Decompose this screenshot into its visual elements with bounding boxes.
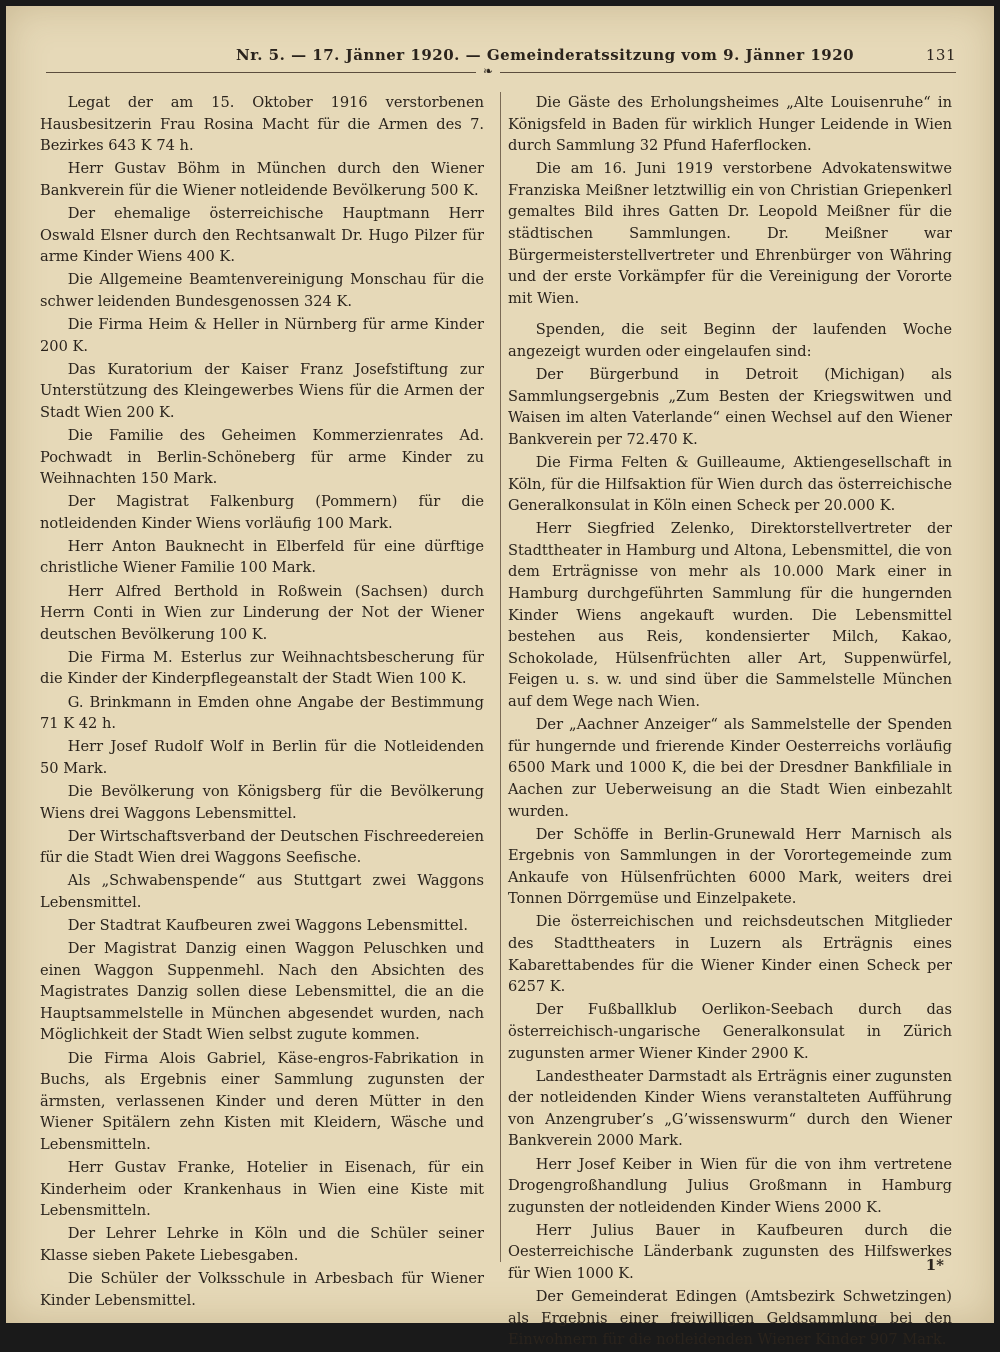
left-column: [40, 92, 484, 1313]
entry: Der Wirtschaftsverband der Deutschen Fischreedereien für die Stadt Wien drei Waggons Seefische.: [40, 827, 484, 867]
entry: Die am 16. Juni 1919 verstorbene Advokatenswitwe Franziska Meißner letztwillig ein von Christian Griepenkerl gemaltes Bild ihres Gatten Dr. Leopold Meißner für die städtischen Sammlungen. Dr. Meißner war Bürgermeisterstellvertreter und Ehrenbürger von Währing und der erste Vorkämpfer für die Vereinigung der Vororte mit Wien.: [508, 160, 952, 307]
entry: Der Stadtrat Kaufbeuren zwei Waggons Lebensmittel.: [67, 916, 468, 934]
entry: Landestheater Darmstadt als Erträgnis einer zugunsten der notleidenden Kinder Wiens veranstalteten Aufführung von Anzengruber’s „G’wissenswurm“ durch den Wiener Bankverein 2000 Mark.: [508, 1067, 952, 1150]
entry: Der Lehrer Lehrke in Köln und die Schüler seiner Klasse sieben Pakete Liebesgaben.: [40, 1225, 484, 1264]
entry: Herr Josef Keiber in Wien für die von ihm vertretene Drogengroßhandlung Julius Großmann in Hamburg zugunsten der notleidenden Kinder Wiens 2000 K.: [508, 1155, 952, 1216]
entry: Der ehemalige österreichische Hauptmann Herr Oswald Elsner durch den Rechtsanwalt Dr. Hugo Pilzer für arme Kinder Wiens 400 K.: [40, 204, 484, 266]
newspaper-page: [6, 6, 994, 1349]
section-intro: Spenden, die seit Beginn der laufenden Woche angezeigt wurden oder eingelaufen sind:: [508, 321, 952, 361]
header-title: Nr. 5. — 17. Jänner 1920. — Gemeinderatssitzung vom 9. Jänner 1920: [236, 46, 855, 64]
entry: Die Gäste des Erholungsheimes „Alte Louisenruhe“ in Königsfeld in Baden für wirklich Hunger Leidende in Wien durch Sammlung 32 Pfund Haferflocken.: [508, 94, 952, 155]
entry: Herr Josef Rudolf Wolf in Berlin für die Notleidenden 50 Mark.: [40, 738, 484, 777]
entry: Die Firma Felten & Guilleaume, Aktiengesellschaft in Köln, für die Hilfsaktion für Wien durch das österreichische Generalkonsulat in Köln einen Scheck per 20.000 K.: [508, 454, 952, 515]
entry: G. Brinkmann in Emden ohne Angabe der Bestimmung 71 K 42 h.: [40, 693, 484, 733]
column-divider: [500, 92, 501, 1262]
entry: Der Gemeinderat Edingen (Amtsbezirk Schwetzingen) als Ergebnis einer freiwilligen Geldsammlung bei den Einwohnern für die notleidenden Wiener Kinder 907 Mark.: [508, 1288, 952, 1349]
entry: Herr Julius Bauer in Kaufbeuren durch die Oesterreichische Länderbank zugunsten des Hilfswerkes für Wien 1000 K.: [508, 1221, 952, 1282]
entry: Der Schöffe in Berlin-Grunewald Herr Marnisch als Ergebnis von Sammlungen in der Vorortegemeinde zum Ankaufe von Hülsenfrüchten 6000 Mark, weiters drei Tonnen Dörrgemüse und Einzelpakete.: [508, 825, 952, 908]
entry: Herr Gustav Franke, Hotelier in Eisenach, für ein Kinderheim oder Krankenhaus in Wien eine Kiste mit Lebensmitteln.: [40, 1159, 484, 1220]
entry: Der Magistrat Falkenburg (Pommern) für die notleidenden Kinder Wiens vorläufig 100 Mark.: [40, 493, 484, 532]
entry: Die österreichischen und reichsdeutschen Mitglieder des Stadttheaters in Luzern als Erträgnis eines Kabarettabendes für die Wiener Kinder einen Scheck per 6257 K.: [508, 913, 952, 996]
entry: Die Allgemeine Beamtenvereinigung Monschau für die schwer leidenden Bundesgenossen 324 K.: [40, 271, 484, 310]
entry: Der Bürgerbund in Detroit (Michigan) als Sammlungsergebnis „Zum Besten der Kriegswitwen und Waisen im alten Vaterlande“ einen Wechsel auf den Wiener Bankverein per 72.470 K.: [508, 366, 952, 448]
entry: Die Schüler der Volksschule in Arbesbach für Wiener Kinder Lebensmittel.: [40, 1269, 484, 1309]
entry: Die Firma Alois Gabriel, Käse-engros-Fabrikation in Buchs, als Ergebnis einer Sammlung zugunsten der ärmsten, verlassenen Kinder und deren Mütter in den Wiener Spitälern zehn Kisten mit Kleidern, Wäsche und Lebensmitteln.: [40, 1049, 484, 1153]
entry: Das Kuratorium der Kaiser Franz Josefstiftung zur Unterstützung des Kleingewerbes Wiens für die Armen der Stadt Wien 200 K.: [40, 360, 484, 421]
entry: Die Firma Heim & Heller in Nürnberg für arme Kinder 200 K.: [40, 315, 484, 355]
header-rule: [46, 72, 956, 73]
right-column: [508, 92, 952, 1352]
entry: Herr Anton Bauknecht in Elberfeld für eine dürftige christliche Wiener Familie 100 Mark.: [40, 537, 484, 577]
entry: Die Firma M. Esterlus zur Weihnachtsbescherung für die Kinder der Kinderpflegeanstalt der Stadt Wien 100 K.: [40, 648, 484, 688]
entry: Die Familie des Geheimen Kommerzienrates Ad. Pochwadt in Berlin-Schöneberg für arme Kinder zu Weihnachten 150 Mark.: [40, 426, 484, 488]
entry: Herr Gustav Böhm in München durch den Wiener Bankverein für die Wiener notleidende Bevölkerung 500 K.: [40, 160, 484, 199]
entry: Der „Aachner Anzeiger“ als Sammelstelle der Spenden für hungernde und frierende Kinder Oesterreichs vorläufig 6500 Mark und 1000 K, die bei der Dresdner Bankfiliale in Aachen zur Ueberweisung an die Stadt Wien einbezahlt wurden.: [508, 716, 952, 820]
ornament-icon: ❧: [476, 64, 500, 78]
entry: Der Fußballklub Oerlikon-Seebach durch das österreichisch-ungarische Generalkonsulat in Zürich zugunsten armer Wiener Kinder 2900 K.: [508, 1001, 952, 1062]
entry: Als „Schwabenspende“ aus Stuttgart zwei Waggons Lebensmittel.: [40, 872, 484, 911]
entry: Die Bevölkerung von Königsberg für die Bevölkerung Wiens drei Waggons Lebensmittel.: [40, 782, 484, 822]
entry: Legat der am 15. Oktober 1916 verstorbenen Hausbesitzerin Frau Rosina Macht für die Armen des 7. Bezirkes 643 K 74 h.: [40, 94, 484, 155]
entry: Der Magistrat Danzig einen Waggon Peluschken und einen Waggon Suppenmehl. Nach den Absichten des Magistrates Danzig sollen diese Lebensmittel, die an die Hauptsammelstelle in München abgesendet wurden, nach Möglichkeit der Stadt Wien selbst zugute kommen.: [40, 940, 484, 1044]
page-number: 131: [925, 46, 956, 64]
entry: Herr Alfred Berthold in Roßwein (Sachsen) durch Herrn Conti in Wien zur Linderung der Not der Wiener deutschen Bevölkerung 100 K.: [40, 582, 484, 643]
entry: Herr Siegfried Zelenko, Direktorstellvertreter der Stadttheater in Hamburg und Altona, Lebensmittel, die von dem Erträgnisse von mehr als 10.000 Mark einer in Hamburg durchgeführten Sammlung für die hungernden Kinder Wiens angekauft wurden. Die Lebensmittel bestehen aus Reis, kondensierter Milch, Kakao, Schokolade, Hülsenfrüchten aller Art, Suppenwürfel, Feigen u. s. w. und sind über die Sammelstelle München auf dem Wege nach Wien.: [508, 520, 952, 711]
signature-mark: 1*: [925, 1256, 944, 1274]
